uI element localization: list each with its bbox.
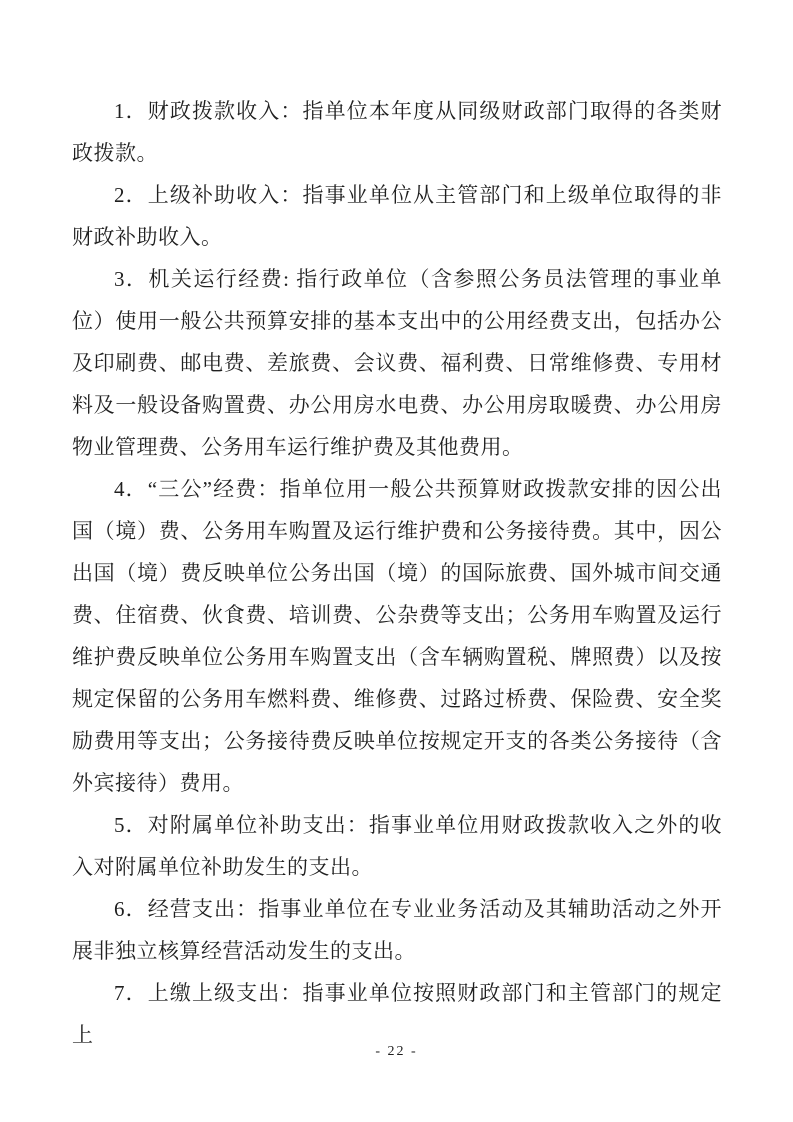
- paragraph-superior-subsidy-income: 2．上级补助收入：指事业单位从主管部门和上级单位取得的非财政补助收入。: [72, 183, 722, 249]
- paragraph-payment-to-superior: 7．上缴上级支出：指事业单位按照财政部门和主管部门的规定上: [72, 981, 722, 1047]
- paragraph-three-public-funds: 4．“三公”经费：指单位用一般公共预算财政拨款安排的因公出国（境）费、公务用车购置及运行维护费和公务接待费。其中，因公出国（境）费反映单位公务出国（境）的国际旅费、国外城市间交通费、住宿费、伙食费、培训费、公杂费等支出；公务用车购置及运行维护费反映单位公务用车购置支出（含车辆购置税、牌照费）以及按规定保留的公务用车燃料费、维修费、过路过桥费、保险费、安全奖励费用等支出；公务接待费反映单位按规定开支的各类公务接待（含外宾接待）费用。: [72, 477, 722, 795]
- page-footer: [0, 1042, 793, 1060]
- paragraph-subsidy-to-affiliated-units: 5．对附属单位补助支出：指事业单位用财政拨款收入之外的收入对附属单位补助发生的支出。: [72, 813, 722, 879]
- paragraph-operating-expenditure: 6．经营支出：指事业单位在专业业务活动及其辅助活动之外开展非独立核算经营活动发生的支出。: [72, 897, 722, 963]
- document-body: [72, 90, 722, 1056]
- page-number: - 22 -: [375, 1044, 418, 1059]
- paragraph-fiscal-appropriation-income: 1．财政拨款收入：指单位本年度从同级财政部门取得的各类财政拨款。: [72, 99, 722, 165]
- paragraph-agency-operating-funds: 3．机关运行经费: 指行政单位（含参照公务员法管理的事业单位）使用一般公共预算安排的基本支出中的公用经费支出，包括办公及印刷费、邮电费、差旅费、会议费、福利费、日常维修费、专用材料及一般设备购置费、办公用房水电费、办公用房取暖费、办公用房物业管理费、公务用车运行维护费及其他费用。: [72, 267, 722, 459]
